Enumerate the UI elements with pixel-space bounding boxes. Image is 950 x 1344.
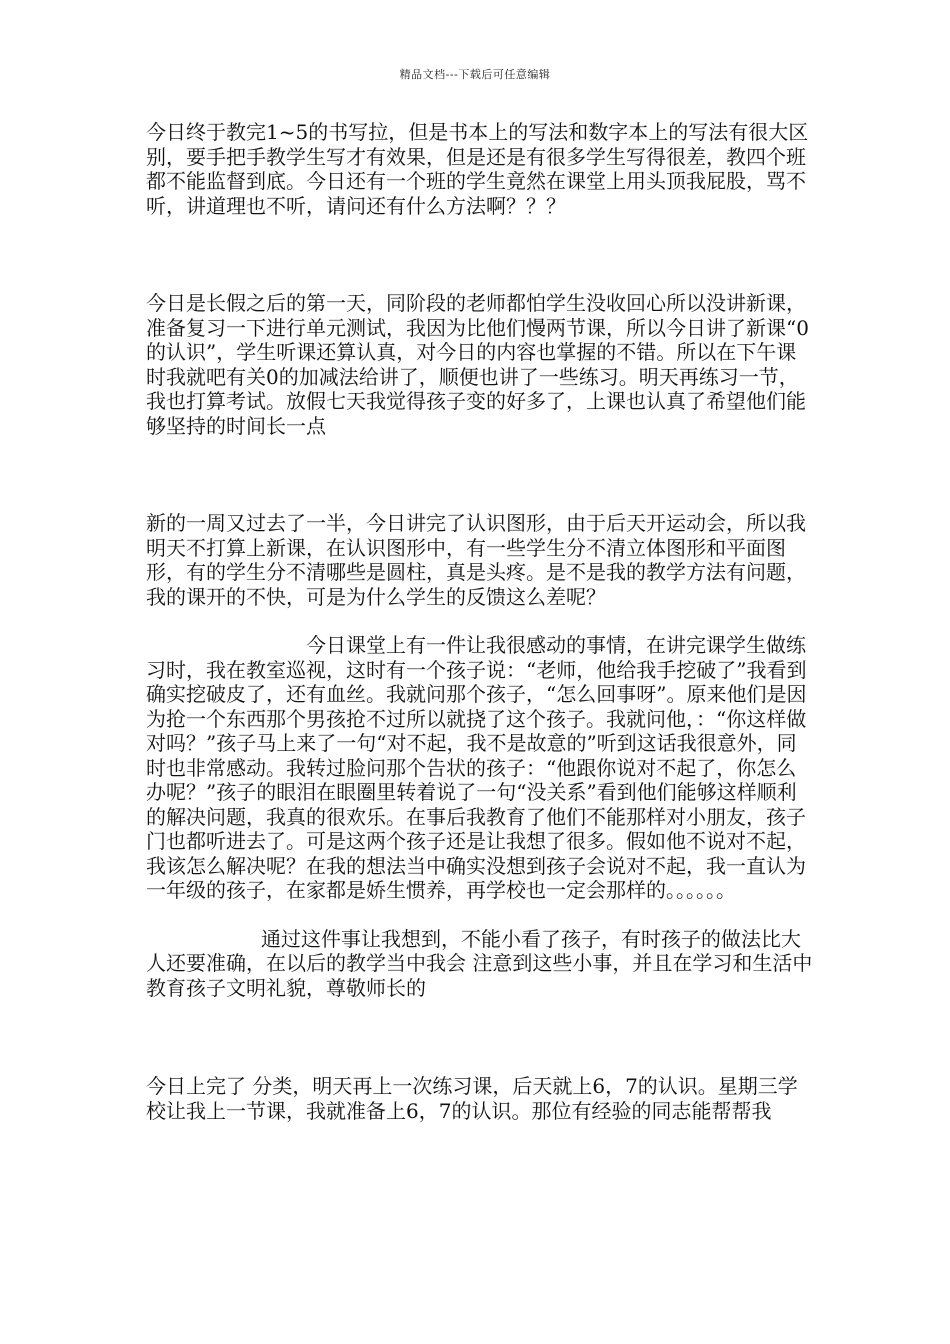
paragraph-2: 今日是长假之后的第一天，同阶段的老师都怕学生没收回心所以没讲新课，准备复习一下进行单元测试，我因为比他们慢两节课，所以今日讲了新课“0的认识”，学生听课还算认真，对今日的内容也掌握的不错。所以在下午课时我就吧有关0的加减法给讲了，顺便也讲了一些练习。明天再练习一节，我也打算考试。放假七天我觉得孩子变的好多了，上课也认真了希望他们能够坚持的时间长一点 xyxy=(146,291,809,438)
paragraph-1: 今日终于教完1~5的书写拉，但是书本上的写法和数字本上的写法有很大区别，要手把手教学生写才有效果，但是还是有很多学生写得很差，教四个班都不能监督到底。今日还有一个班的学生竟然在课堂上用头顶我屁股，骂不听，讲道理也不听，请问还有什么方法啊？？？ xyxy=(146,120,809,218)
paragraph-5: 通过这件事让我想到，不能小看了孩子，有时孩子的做法比大人还要准确，在以后的教学当中我会 注意到这些小事，并且在学习和生活中教育孩子文明礼貌，尊敬师长的 xyxy=(146,926,813,1000)
document-body xyxy=(146,120,816,1123)
paragraph-4: 今日课堂上有一件让我很感动的事情，在讲完课学生做练习时，我在教室巡视，这时有一个孩子说：“老师，他给我手挖破了”我看到确实挖破皮了，还有血丝。我就问那个孩子，“怎么回事呀”。原来他们是因为抢一个东西那个男孩抢不过所以就挠了这个孩子。我就问他，：“你这样做对吗？”孩子马上来了一句“对不起，我不是故意的”听到这话我很意外，同时也非常感动。我转过脸问那个告状的孩子：“他跟你说对不起了，你怎么办呢？”孩子的眼泪在眼圈里转着说了一句“没关系”看到他们能够这样顺利的解决问题，我真的很欢乐。在事后我教育了他们不能那样对小朋友，孩子门也都听进去了。可是这两个孩子还是让我想了很多。假如他不说对不起，我该怎么解决呢？在我的想法当中确实没想到孩子会说对不起，我一直认为一年级的孩子，在家都是娇生惯养，再学校也一定会那样的。。。。。。 xyxy=(146,633,807,902)
paragraph-3: 新的一周又过去了一半，今日讲完了认识图形，由于后天开运动会，所以我明天不打算上新课，在认识图形中，有一些学生分不清立体图形和平面图形，有的学生分不清哪些是圆柱，真是头疼。是不是我的教学方法有问题，我的课开的不快，可是为什么学生的反馈这么差呢？ xyxy=(146,511,806,609)
paragraph-6: 今日上完了 分类，明天再上一次练习课，后天就上6，7的认识。星期三学校让我上一节课，我就准备上6，7的认识。那位有经验的同志能帮帮我 xyxy=(146,1074,798,1123)
page-header: 精品文档---下载后可任意编辑 xyxy=(399,68,551,81)
